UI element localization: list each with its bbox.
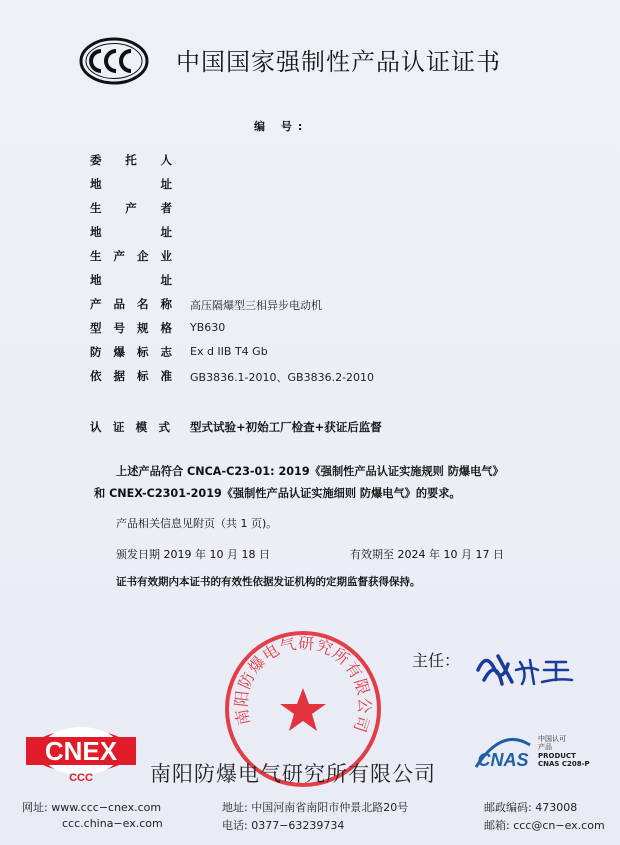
field-label-char: 地: [90, 273, 102, 287]
field-label-char: 型: [90, 321, 102, 335]
field-label-char: 生: [90, 249, 102, 263]
field-label-char: 业: [160, 249, 172, 263]
field-label-char: 号: [113, 321, 125, 335]
field-label: [90, 248, 172, 264]
footer-phone: 电话: 0377−63239734: [222, 819, 345, 832]
field-label-char: 标: [137, 369, 149, 383]
field-label-char: 生: [90, 201, 102, 215]
statement-line-2: 和 CNEX-C2301-2019《强制性产品认证实施细则 防爆电气》的要求。: [94, 487, 461, 500]
cert-mode-label-char: 式: [158, 420, 170, 434]
field-label: [90, 224, 172, 240]
field-label: [90, 368, 172, 384]
field-label: [90, 320, 172, 336]
footer-email[interactable]: 邮箱: ccc@cn−ex.com: [484, 819, 605, 832]
cert-number-label: 编 号:: [254, 120, 309, 133]
cnas-accreditation: [538, 735, 608, 769]
field-label-char: 址: [160, 273, 172, 287]
field-value: Ex d IIB T4 Gb: [190, 345, 268, 358]
certificate-title: 中国国家强制性产品认证证书: [176, 48, 501, 76]
cnas-logo-icon: [472, 733, 534, 777]
field-label-char: 者: [160, 201, 172, 215]
cert-mode-label-char: 证: [112, 420, 125, 434]
ccc-logo-icon: [78, 36, 150, 86]
cnas-line-2: 产品: [538, 743, 552, 752]
seal-text: 南阳防爆电气研究所有限公司: [231, 633, 375, 736]
cnex-logo-text: CNEX: [44, 736, 118, 766]
field-label-char: 规: [137, 321, 149, 335]
field-label-char: 爆: [113, 345, 125, 359]
cert-mode-value: 型式试验+初始工厂检查+获证后监督: [190, 420, 382, 434]
appendix-note: 产品相关信息见附页（共 1 页)。: [116, 517, 278, 530]
cnas-logo-text: CNAS: [477, 750, 529, 770]
field-label-char: 防: [90, 345, 102, 359]
field-label-char: 地: [90, 177, 102, 191]
field-label-char: 产: [90, 297, 102, 311]
cnas-line-4: CNAS C208-P: [538, 760, 590, 769]
field-label: [90, 296, 172, 312]
issue-date: 颁发日期 2019 年 10 月 18 日: [116, 548, 270, 561]
field-label-char: 格: [160, 321, 172, 335]
valid-until: 有效期至 2024 年 10 月 17 日: [350, 548, 504, 561]
field-label-char: 址: [160, 177, 172, 191]
field-label-char: 志: [160, 345, 172, 359]
field-label-char: 名: [137, 297, 149, 311]
cnex-logo-sub: CCC: [69, 772, 93, 784]
field-label-char: 人: [160, 153, 172, 167]
field-label: [90, 200, 172, 216]
field-label: [90, 176, 172, 192]
field-label-char: 品: [113, 297, 125, 311]
field-value: 高压隔爆型三相异步电动机: [190, 299, 322, 312]
field-label-char: 依: [90, 369, 102, 383]
field-label-char: 称: [160, 297, 172, 311]
cert-mode-label: [90, 419, 170, 435]
cert-mode-label-char: 认: [90, 420, 102, 434]
field-label: [90, 152, 172, 168]
cnex-logo-icon: [26, 715, 136, 787]
field-label: [90, 272, 172, 288]
field-label-char: 产: [125, 201, 137, 215]
field-label-char: 据: [113, 369, 125, 383]
cert-mode-label-char: 模: [135, 420, 148, 434]
field-label-char: 委: [90, 153, 102, 167]
field-label-char: 企: [137, 249, 149, 263]
statement-line-1: 上述产品符合 CNCA-C23-01: 2019《强制性产品认证实施规则 防爆电气》: [116, 465, 504, 478]
field-label: [90, 344, 172, 360]
footer-address: 地址: 中国河南省南阳市仲景北路20号: [222, 801, 409, 814]
footer-website-2[interactable]: ccc.china−ex.com: [62, 817, 163, 830]
cnas-line-3: PRODUCT: [538, 751, 576, 760]
field-label-char: 准: [160, 369, 172, 383]
footer-website-1[interactable]: 网址: www.ccc−cnex.com: [22, 801, 162, 814]
field-label-char: 址: [160, 225, 172, 239]
field-value: GB3836.1-2010、GB3836.2-2010: [190, 371, 375, 384]
field-label-char: 产: [113, 249, 125, 263]
issuer-name: 南阳防爆电气研究所有限公司: [150, 762, 436, 786]
validity-note: 证书有效期内本证书的有效性依据发证机构的定期监督获得保持。: [116, 576, 421, 588]
director-signature: [472, 640, 578, 692]
cnas-line-1: 中国认可: [538, 735, 566, 743]
field-value: YB630: [190, 321, 226, 334]
field-label-char: 地: [90, 225, 102, 239]
field-label-char: 托: [125, 153, 137, 167]
director-label: 主任：: [412, 651, 461, 670]
field-label-char: 标: [137, 345, 149, 359]
footer-postcode: 邮政编码: 473008: [484, 801, 578, 814]
